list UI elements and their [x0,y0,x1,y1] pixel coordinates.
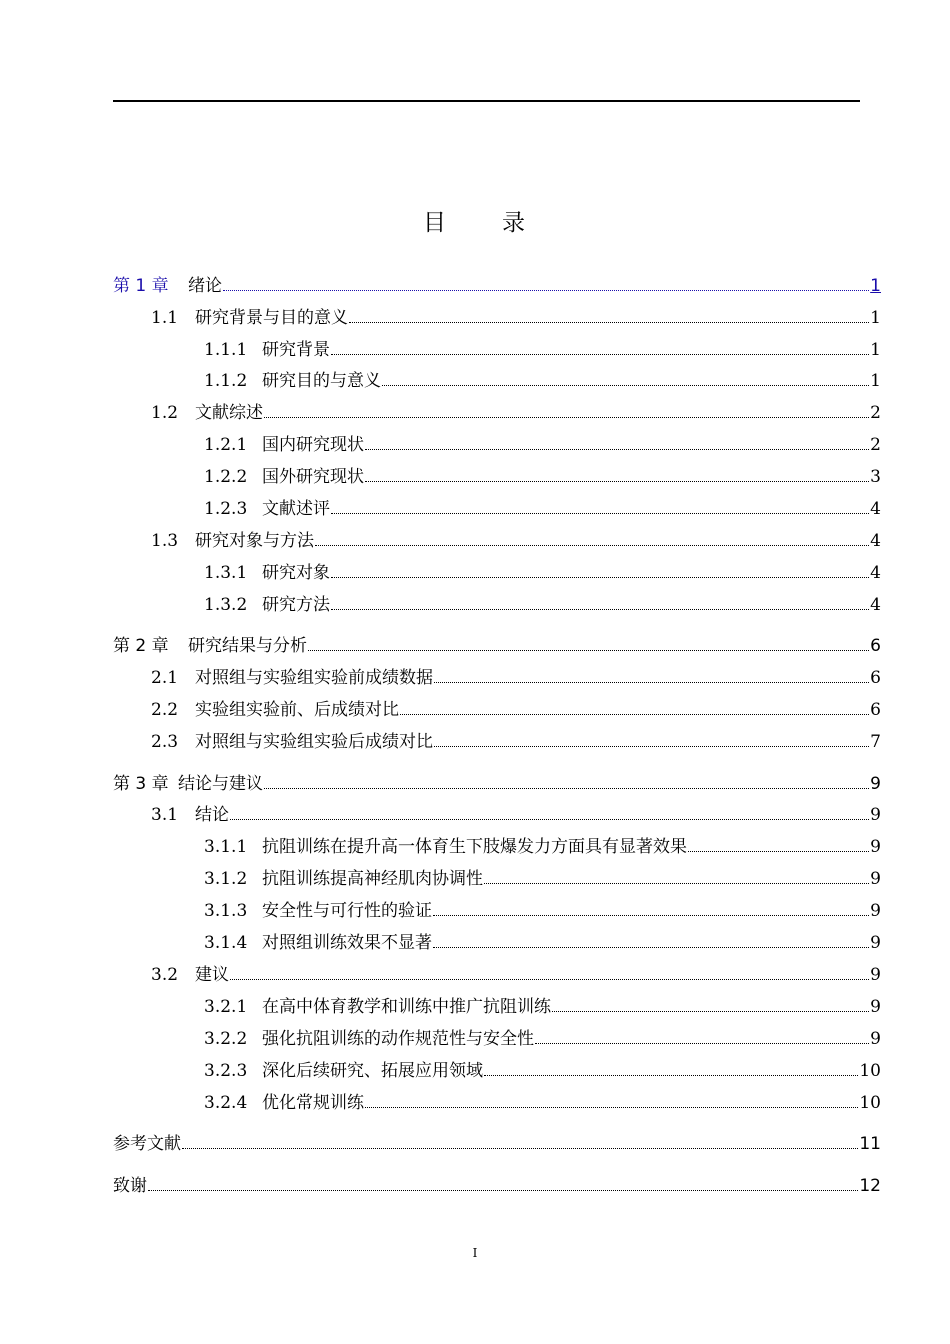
dot-leader [331,577,869,578]
dot-leader [223,290,869,291]
toc-title: 目 录 [423,210,527,236]
toc-entry-3-2-4[interactable]: 3.2.4 优化常规训练 10 [204,1093,881,1113]
dot-leader [148,1190,858,1191]
toc-entry-1-1[interactable]: 1.1 研究背景与目的意义 1 [151,308,881,328]
toc-entry-2-3[interactable]: 2.3 对照组与实验组实验后成绩对比 7 [151,732,881,752]
dot-leader [264,788,869,789]
toc-entry-1-3-2[interactable]: 1.3.2 研究方法 4 [204,595,881,615]
toc-entry-3-1[interactable]: 3.1 结论 9 [151,805,881,825]
toc-entry-1-3[interactable]: 1.3 研究对象与方法 4 [151,531,881,551]
toc-entry-2-1[interactable]: 2.1 对照组与实验组实验前成绩数据 6 [151,668,881,688]
toc-entry-references[interactable]: 参考文献 11 [113,1134,881,1154]
page-number: I [472,1246,478,1260]
dot-leader [365,481,869,482]
toc-entry-1-2-2[interactable]: 1.2.2 国外研究现状 3 [204,467,881,487]
dot-leader [365,1107,858,1108]
toc-entry-3-2-1[interactable]: 3.2.1 在高中体育教学和训练中推广抗阻训练 9 [204,997,881,1017]
toc-entry-3-2-2[interactable]: 3.2.2 强化抗阻训练的动作规范性与安全性 9 [204,1029,881,1049]
dot-leader [182,1148,858,1149]
dot-leader [365,449,869,450]
dot-leader [331,609,869,610]
dot-leader [484,1075,858,1076]
dot-leader [308,650,869,651]
toc-entry-2-2[interactable]: 2.2 实验组实验前、后成绩对比 6 [151,700,881,720]
dot-leader [349,322,869,323]
toc-entry-3-1-2[interactable]: 3.1.2 抗阻训练提高神经肌肉协调性 9 [204,869,881,889]
dot-leader [535,1043,869,1044]
toc-entry-1-2-3[interactable]: 1.2.3 文献述评 4 [204,499,881,519]
dot-leader [331,513,869,514]
toc-entry-chapter-1[interactable]: 第 1 章 绪论 1 [113,276,881,296]
dot-leader [382,385,869,386]
header-rule [113,100,860,102]
toc-entry-1-1-2[interactable]: 1.1.2 研究目的与意义 1 [204,371,881,391]
dot-leader [315,545,869,546]
dot-leader [688,851,869,852]
dot-leader [400,714,869,715]
dot-leader [230,979,869,980]
dot-leader [484,883,869,884]
toc-entry-3-1-3[interactable]: 3.1.3 安全性与可行性的验证 9 [204,901,881,921]
toc-entry-1-3-1[interactable]: 1.3.1 研究对象 4 [204,563,881,583]
toc-entry-3-2[interactable]: 3.2 建议 9 [151,965,881,985]
toc-entry-1-2[interactable]: 1.2 文献综述 2 [151,403,881,423]
dot-leader [434,682,869,683]
toc-entry-chapter-2[interactable]: 第 2 章 研究结果与分析 6 [113,636,881,656]
toc-entry-3-1-1[interactable]: 3.1.1 抗阻训练在提升高一体育生下肢爆发力方面具有显著效果 9 [204,837,881,857]
dot-leader [264,417,869,418]
toc-entry-3-2-3[interactable]: 3.2.3 深化后续研究、拓展应用领域 10 [204,1061,881,1081]
toc-entry-acknowledgements[interactable]: 致谢 12 [113,1176,881,1196]
dot-leader [433,947,869,948]
dot-leader [434,746,869,747]
dot-leader [433,915,869,916]
dot-leader [230,819,869,820]
dot-leader [552,1011,869,1012]
toc-entry-1-1-1[interactable]: 1.1.1 研究背景 1 [204,340,881,360]
toc-entry-1-2-1[interactable]: 1.2.1 国内研究现状 2 [204,435,881,455]
toc-entry-3-1-4[interactable]: 3.1.4 对照组训练效果不显著 9 [204,933,881,953]
toc-entry-chapter-3[interactable]: 第 3 章 结论与建议 9 [113,774,881,794]
dot-leader [331,354,869,355]
